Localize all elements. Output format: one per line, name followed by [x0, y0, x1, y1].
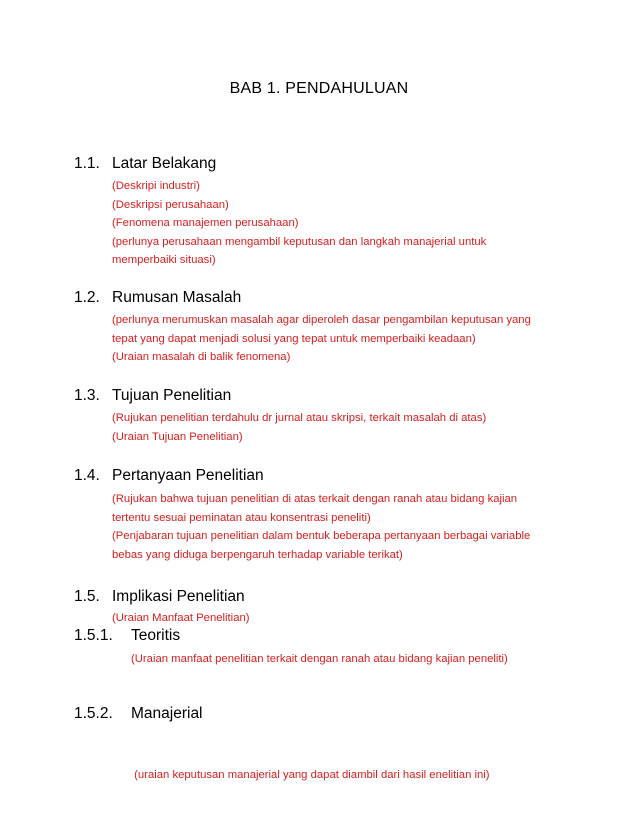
note-line: (Uraian masalah di balik fenomena) — [112, 351, 291, 363]
subsection-notes-teoritis — [131, 650, 581, 669]
note-line: (Uraian Tujuan Penelitian) — [112, 430, 243, 443]
note-line: memperbaiki situasi) — [112, 254, 216, 266]
section-notes-latar-belakang — [112, 177, 562, 270]
section-number: 1.3. — [74, 387, 100, 404]
subsection-title: Manajerial — [131, 705, 203, 722]
note-line: (perlunya merumuskan masalah agar diperoleh dasar pengambilan keputusan yang — [112, 314, 531, 326]
section-notes-implikasi-penelitian — [112, 609, 562, 628]
note-line: (uraian keputusan manajerial yang dapat diambil dari hasil enelitian ini) — [131, 769, 490, 781]
section-number: 1.2. — [74, 289, 100, 306]
section-heading-implikasi-penelitian — [74, 588, 245, 606]
section-title: Tujuan Penelitian — [112, 387, 232, 404]
section-number: 1.1. — [74, 155, 100, 172]
section-title: Pertanyaan Penelitian — [112, 467, 264, 484]
section-number: 1.5. — [74, 588, 100, 605]
section-heading-tujuan-penelitian — [74, 387, 231, 405]
note-line: (Rujukan bahwa tujuan penelitian di atas terkait dengan ranah atau bidang kajian — [112, 493, 518, 505]
subsection-heading-teoritis — [74, 627, 180, 645]
note-line: (perlunya perusahaan mengambil keputusan dan langkah manajerial untuk — [112, 235, 487, 248]
note-line: (Uraian Manfaat Penelitian) — [112, 612, 250, 624]
note-line: (Deskripsi perusahaan) — [112, 198, 229, 211]
section-notes-pertanyaan-penelitian — [112, 490, 562, 564]
note-line: (Deskripi industri) — [112, 180, 200, 192]
note-line: (Uraian manfaat penelitian terkait dengan ranah atau bidang kajian peneliti) — [131, 653, 508, 665]
page-title: BAB 1. PENDAHULUAN — [229, 80, 409, 97]
section-heading-latar-belakang — [74, 155, 216, 173]
note-line: tertentu sesuai peminatan atau konsentrasi peneliti) — [112, 511, 371, 524]
note-line: (Fenomena manajemen perusahaan) — [112, 217, 299, 229]
subsection-title: Teoritis — [131, 627, 181, 644]
note-line: tepat yang dapat menjadi solusi yang tepat untuk memperbaiki keadaan) — [112, 332, 476, 345]
section-notes-tujuan-penelitian — [112, 409, 562, 446]
note-line: (Rujukan penelitian terdahulu dr jurnal atau skripsi, terkait masalah di atas) — [112, 412, 487, 424]
section-notes-rumusan-masalah — [112, 311, 562, 367]
section-number: 1.4. — [74, 467, 100, 484]
note-line: (Penjabaran tujuan penelitian dalam bentuk beberapa pertanyaan berbagai variable — [112, 530, 531, 542]
section-title: Latar Belakang — [112, 155, 217, 172]
note-line: bebas yang diduga berpengaruh terhadap variable terikat) — [112, 548, 403, 561]
subsection-number: 1.5.2. — [74, 705, 113, 722]
subsection-number: 1.5.1. — [74, 627, 113, 644]
section-heading-rumusan-masalah — [74, 289, 241, 307]
subsection-heading-manajerial — [74, 705, 203, 723]
subsection-notes-manajerial — [131, 729, 581, 822]
section-title: Implikasi Penelitian — [112, 588, 245, 605]
section-title: Rumusan Masalah — [112, 289, 242, 306]
section-heading-pertanyaan-penelitian — [74, 467, 264, 485]
